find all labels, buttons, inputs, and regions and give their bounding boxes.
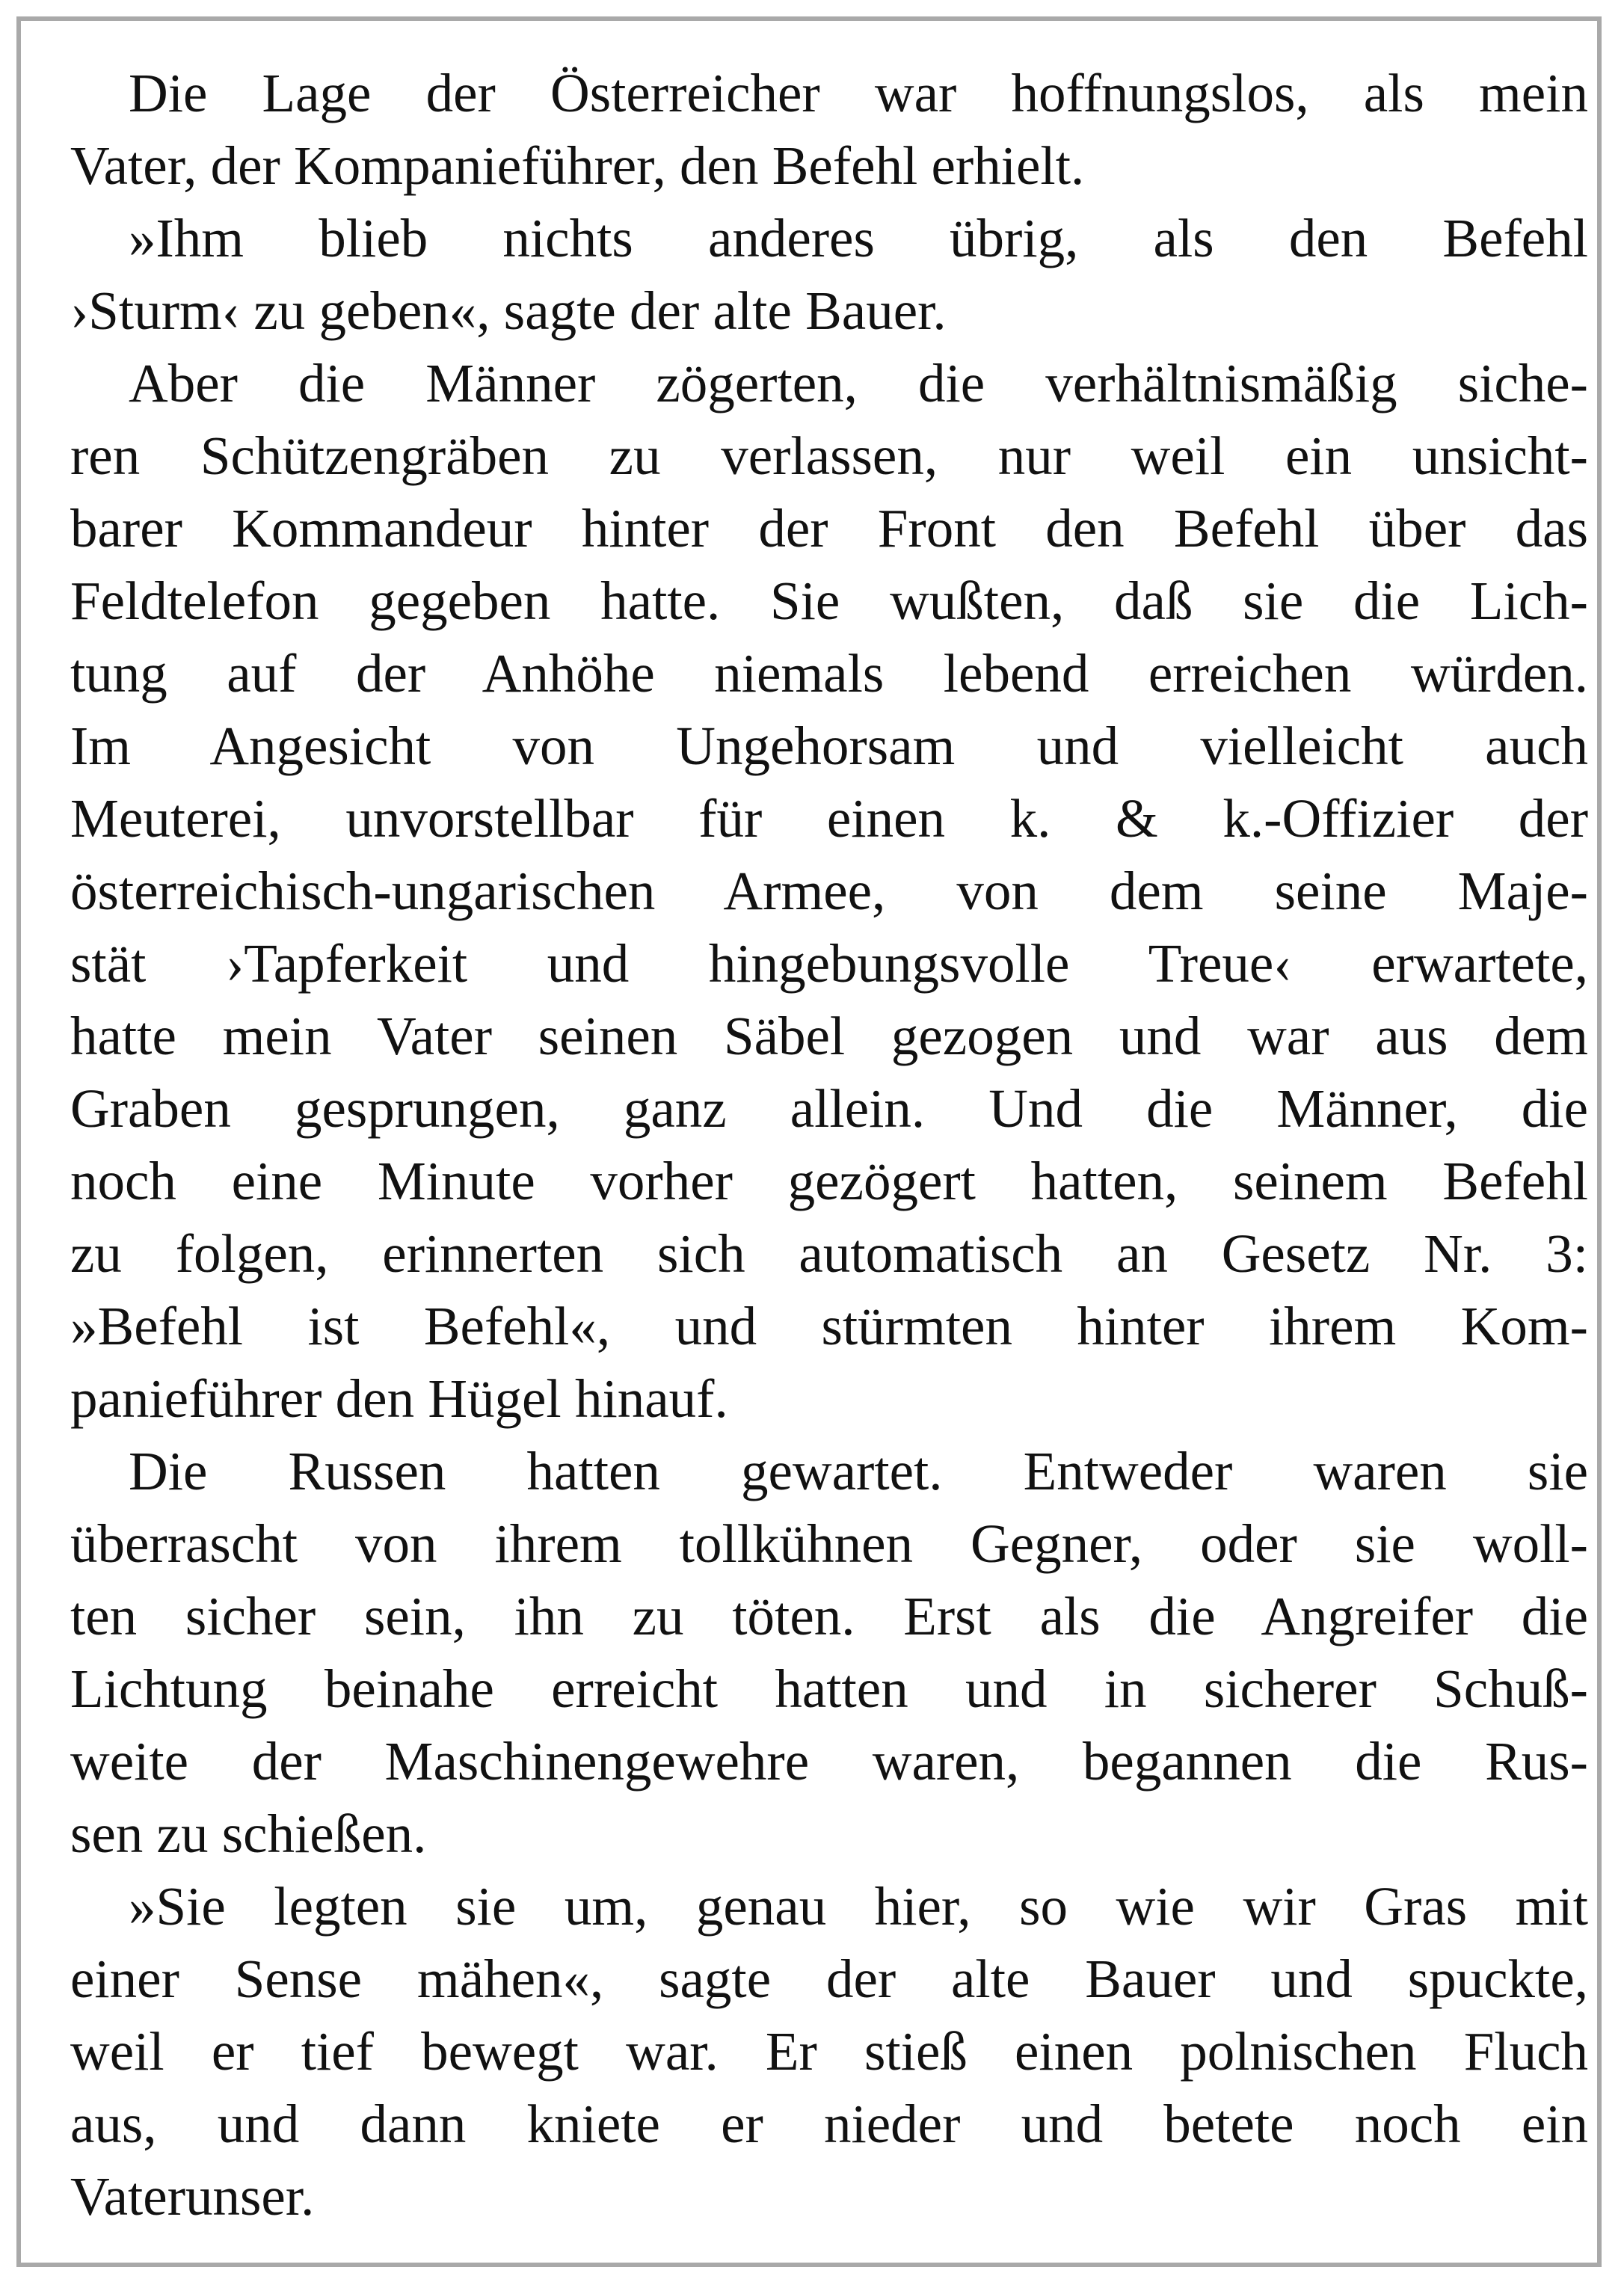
text-line: »Befehl ist Befehl«, und stürmten hinter ihrem Kom-	[70, 1296, 1588, 1356]
page-frame	[16, 16, 1602, 2267]
text-line: Aber die Männer zögerten, die verhältnismäßig siche-	[129, 353, 1588, 413]
text-line: Vater, der Kompanieführer, den Befehl erhielt.	[70, 135, 1085, 196]
text-line: tung auf der Anhöhe niemals lebend erreichen würden.	[70, 643, 1588, 704]
text-line: Meuterei, unvorstellbar für einen k. & k.-Offizier der	[70, 788, 1588, 849]
text-line: noch eine Minute vorher gezögert hatten, seinem Befehl	[70, 1151, 1588, 1211]
text-line: hatte mein Vater seinen Säbel gezogen und war aus dem	[70, 1006, 1588, 1066]
text-line: weil er tief bewegt war. Er stieß einen polnischen Fluch	[70, 2021, 1588, 2082]
text-line: einer Sense mähen«, sagte der alte Bauer und spuckte,	[70, 1949, 1588, 2009]
text-line: weite der Maschinengewehre waren, begannen die Rus-	[70, 1731, 1588, 1792]
text-line: stät ›Tapferkeit und hingebungsvolle Treue‹ erwartete,	[70, 933, 1588, 994]
text-line: überrascht von ihrem tollkühnen Gegner, oder sie woll-	[70, 1513, 1588, 1574]
text-line: Graben gesprungen, ganz allein. Und die Männer, die	[70, 1078, 1588, 1139]
body-text	[70, 57, 1588, 2233]
text-line: ten sicher sein, ihn zu töten. Erst als die Angreifer die	[70, 1586, 1588, 1646]
text-line: Feldtelefon gegeben hatte. Sie wußten, daß sie die Lich-	[70, 571, 1588, 631]
text-line: österreichisch-ungarischen Armee, von dem seine Maje-	[70, 861, 1588, 921]
text-line: »Sie legten sie um, genau hier, so wie wir Gras mit	[129, 1876, 1588, 1937]
text-line: barer Kommandeur hinter der Front den Befehl über das	[70, 498, 1588, 559]
text-line: »Ihm blieb nichts anderes übrig, als den Befehl	[129, 208, 1588, 268]
text-line: Vaterunser.	[70, 2166, 315, 2227]
text-line: Die Russen hatten gewartet. Entweder waren sie	[129, 1441, 1588, 1501]
text-line: aus, und dann kniete er nieder und betete noch ein	[70, 2094, 1588, 2154]
text-line: zu folgen, erinnerten sich automatisch an Gesetz Nr. 3:	[70, 1223, 1588, 1284]
text-line: Lichtung beinahe erreicht hatten und in sicherer Schuß-	[70, 1658, 1588, 1719]
text-line: Die Lage der Österreicher war hoffnungslos, als mein	[129, 63, 1588, 123]
text-line: sen zu schießen.	[70, 1803, 427, 1864]
text-line: ren Schützengräben zu verlassen, nur weil ein unsicht-	[70, 425, 1588, 486]
text-line: ›Sturm‹ zu geben«, sagte der alte Bauer.	[70, 280, 947, 341]
text-line: Im Angesicht von Ungehorsam und vielleicht auch	[70, 716, 1588, 776]
text-line: panieführer den Hügel hinauf.	[70, 1368, 728, 1429]
